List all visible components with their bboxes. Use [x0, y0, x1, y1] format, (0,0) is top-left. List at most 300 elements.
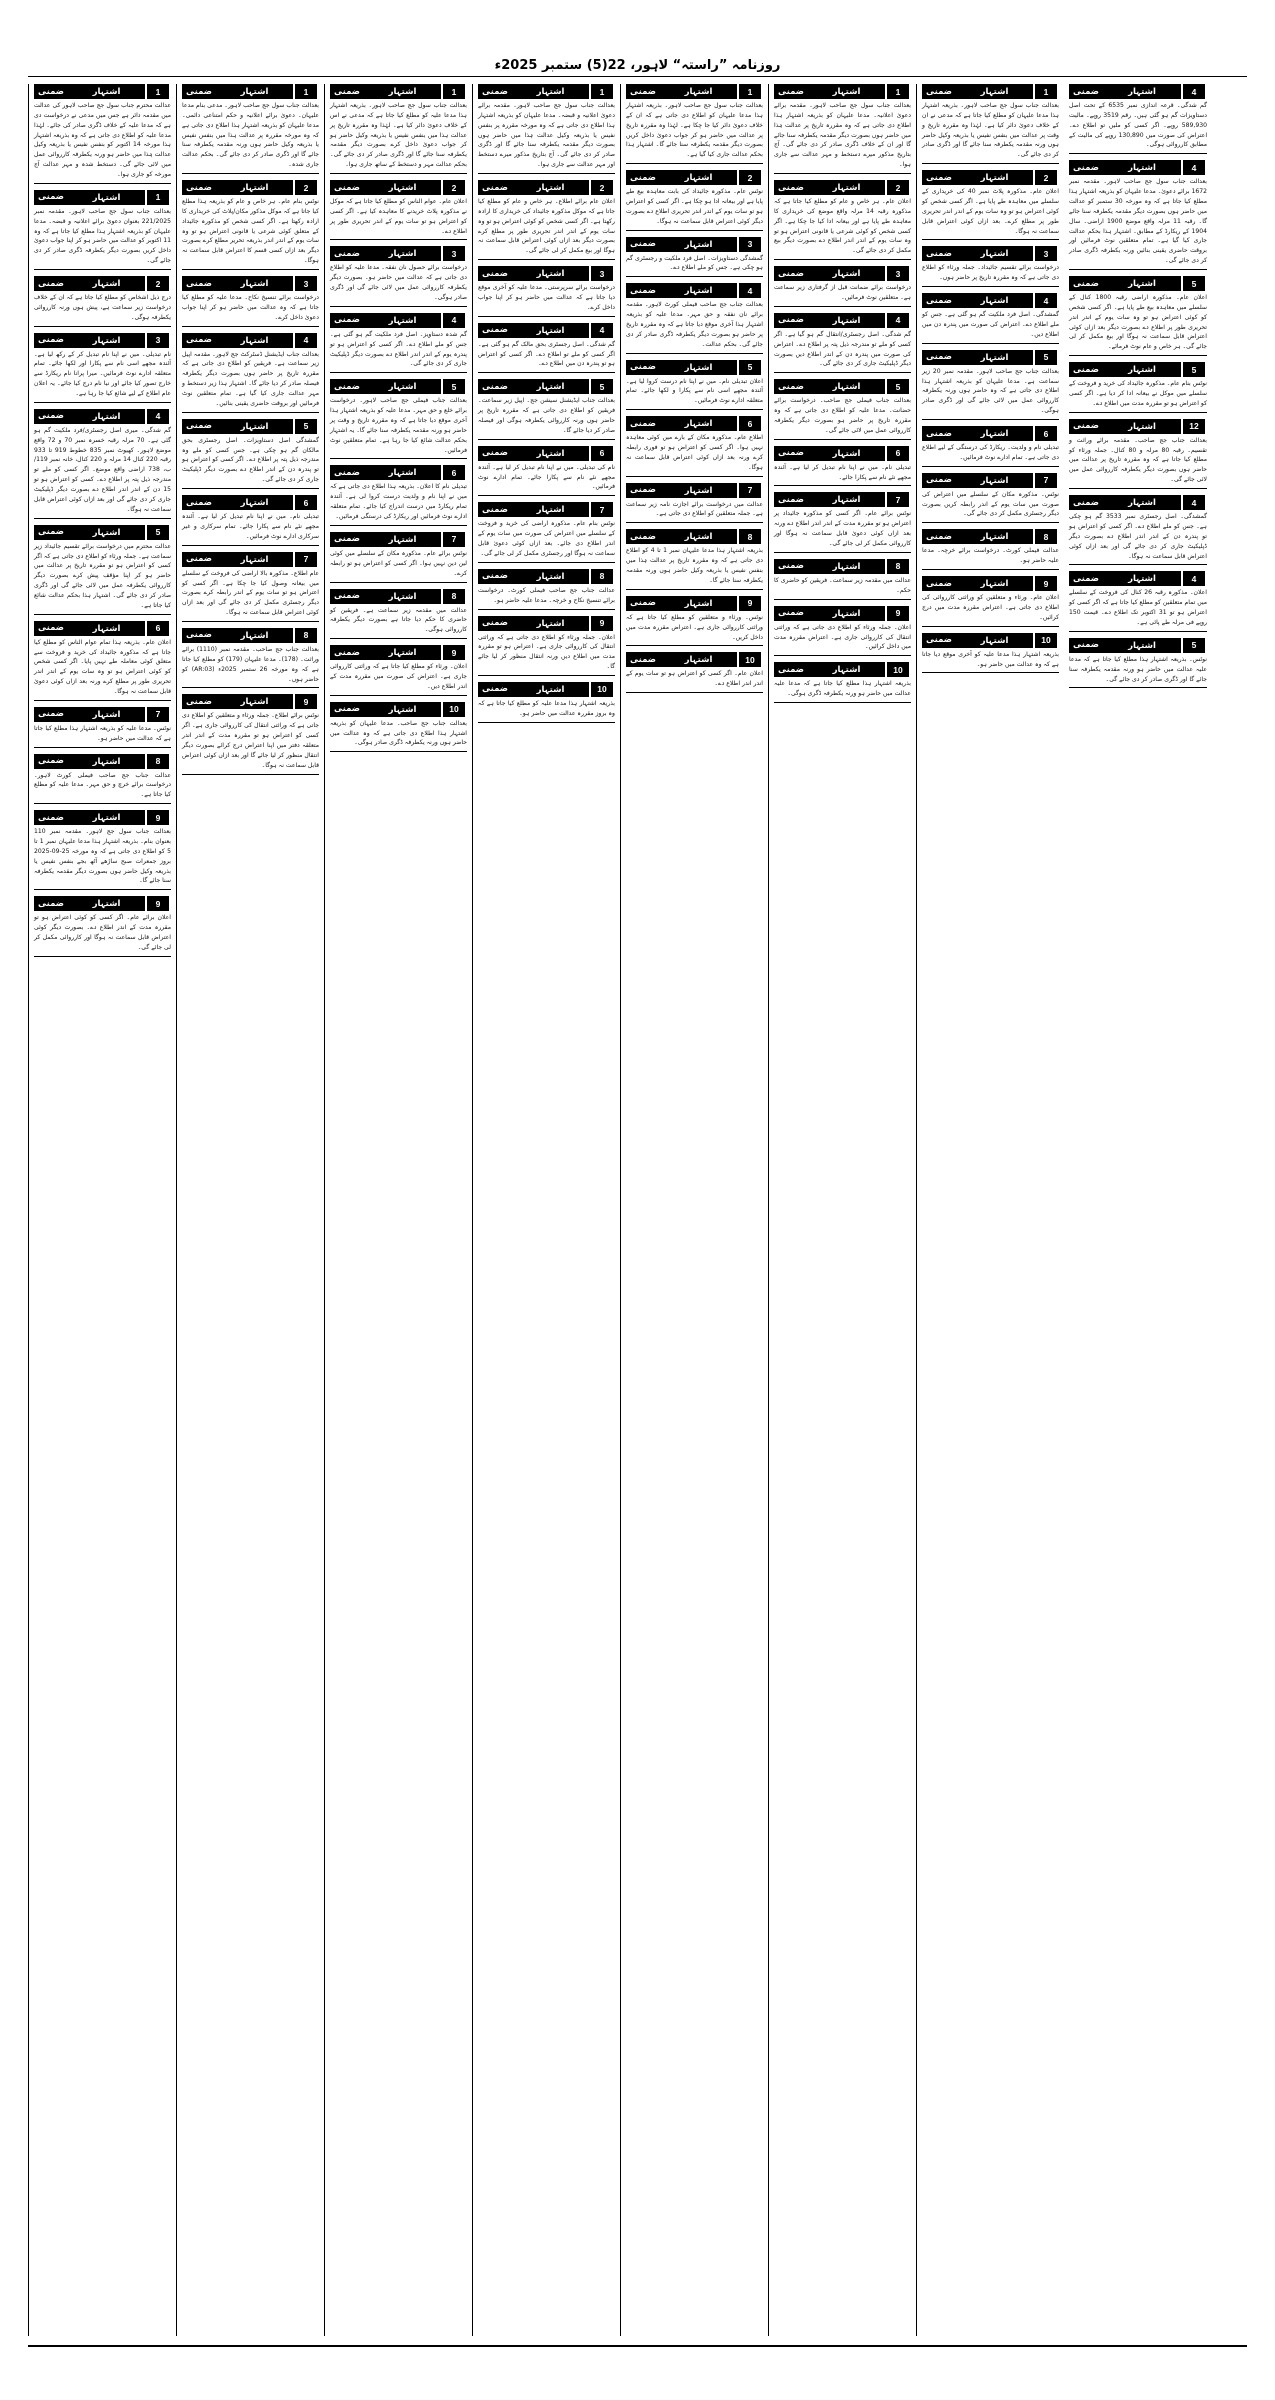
classified-notice[interactable]: [626, 237, 763, 278]
notice-header-bar: [626, 84, 763, 99]
notice-divider: [478, 259, 615, 260]
notice-body-text: بعدالت جناب سول جج صاحب لاہور۔ بذریعہ اشتہار ہذا مدعا علیہان کو اطلاع دی جاتی ہے کہ ان کے خلاف دعویٰ دائر کیا جا چکا ہے۔ لہٰذا وہ مقررہ تاریخ پر عدالت میں حاضر ہو کر جواب دعویٰ داخل کریں بصورت دیگر مقدمہ یکطرفہ سنا جائے گا۔ اشتہار ہذا بحکم عدالت جاری کیا گیا ہے۔: [626, 102, 763, 159]
notice-divider: [182, 412, 319, 413]
classified-notice[interactable]: [182, 333, 319, 413]
classified-notice[interactable]: [922, 350, 1059, 420]
notice-number: 10: [887, 662, 911, 677]
notice-number: 3: [443, 246, 467, 261]
notice-divider: [34, 889, 171, 890]
notice-number: 8: [739, 529, 763, 544]
notice-body-text: گمشدگی اصل دستاویزات۔ اصل رجسٹری بحق مالکان گم ہو چکی ہے۔ جس کسی کو ملے وہ مندرجہ ذیل پتہ پر اطلاع دے۔ اگر کسی کو اعتراض ہو تو پندرہ دن کے اندر اطلاع دے بصورت دیگر ڈپلیکیٹ جاری کر دی جائے گی۔: [182, 436, 319, 484]
notice-number: 7: [295, 552, 319, 567]
notice-body-text: عدالت فیملی کورٹ۔ درخواست برائے خرچہ۔ مدعا علیہ حاضر ہو۔: [922, 547, 1059, 565]
notice-header-bar: [330, 313, 467, 328]
notice-divider: [626, 522, 763, 523]
notice-type-label: اشتہار: [364, 532, 443, 547]
notice-category-label: ضمنی: [626, 360, 660, 375]
notice-type-label: اشتہار: [364, 84, 443, 99]
notice-body-text: درخواست برائے تنسیخ نکاح۔ مدعا علیہ کو مطلع کیا جاتا ہے کہ وہ عدالت میں حاضر ہو کر اپنا جواب دعویٰ داخل کرے۔: [182, 294, 319, 321]
notice-type-label: اشتہار: [68, 525, 147, 540]
notice-number: 9: [147, 810, 171, 825]
notice-body-text: تبدیلی نام کا اعلان۔ بذریعہ ہذا اطلاع دی جاتی ہے کہ میں نے اپنا نام و ولدیت درست کروا لی ہے۔ آئندہ تمام ریکارڈ میں درست اندراج کیا جائے۔ تمام متعلقہ ادارے نوٹ فرمائیں اور ریکارڈ کی درستگی فرمائیں۔: [330, 483, 467, 521]
classified-notice[interactable]: [330, 645, 467, 696]
classified-notice[interactable]: [922, 529, 1059, 570]
classified-notice[interactable]: [626, 170, 763, 230]
notice-body-text: بعدالت جناب سول جج لاہور۔ مقدمہ نمبر 110 بعنوان بنام۔ بذریعہ اشتہار ہذا مدعا علیہان نمبر 1 تا 5 کو اطلاع دی جاتی ہے کہ وہ مورخہ 25-09-2025 بروز جمعرات صبح ساڑھے آٹھ بجے بنفس نفیس یا بذریعہ وکیل حاضر ہوں بصورت دیگر مقدمہ یکطرفہ سنا جائے گا۔: [34, 828, 171, 885]
notice-header-bar: [922, 246, 1059, 261]
notice-number: 3: [295, 276, 319, 291]
notice-number: 2: [887, 180, 911, 195]
notice-type-label: اشتہار: [956, 633, 1035, 648]
notice-header-bar: [182, 552, 319, 567]
notice-body-text: گم شدگی۔ میری اصل رجسٹری/فرد ملکیت گم ہو گئی ہے۔ 70 مرلہ رقبہ خسرہ نمبر 70 و 72 واقع موضع لاہور۔ کھیوٹ نمبر 835 خطوط 919 تا 933 رقبہ 220 کنال 14 مرلہ و 220 کنال، خانہ نمبر 119/ب، 738 اراضی واقع موضع۔ اگر کسی کو ملے تو مندرجہ ذیل پتہ پر اطلاع دے۔ کسی کو اعتراض ہو تو 15 دن کے اندر اندر اطلاع دے بصورت دیگر ڈپلیکیٹ جاری کر دی جائے گی اور بعد ازاں کوئی اعتراض قابل سماعت نہ ہوگا۔: [34, 426, 172, 513]
classified-notice[interactable]: [626, 360, 763, 411]
notice-divider: [182, 774, 319, 775]
notice-header-bar: [330, 589, 467, 604]
notice-category-label: ضمنی: [922, 473, 956, 488]
classified-notice[interactable]: [478, 616, 615, 676]
notice-divider: [922, 626, 1059, 627]
notice-header-bar: [626, 652, 763, 667]
notice-header-bar: [478, 616, 615, 631]
classified-notice[interactable]: [34, 707, 171, 748]
classified-notice[interactable]: [182, 628, 319, 688]
notice-header-bar: [330, 246, 467, 261]
classified-notice[interactable]: [1069, 362, 1207, 413]
notice-category-label: ضمنی: [774, 662, 808, 677]
notice-type-label: اشتہار: [364, 702, 443, 717]
classified-notice[interactable]: [478, 446, 615, 497]
notice-header-bar: [34, 621, 171, 636]
notice-type-label: اشتہار: [216, 495, 295, 510]
classified-notice[interactable]: [34, 84, 171, 184]
notice-number: 8: [591, 569, 615, 584]
notice-body-text: اعلان۔ جملہ ورثاء کو اطلاع دی جاتی ہے کہ وراثتی انتقال کی کارروائی جاری ہے۔ اعتراض ہو تو مقررہ مدت میں اطلاع دیں ورنہ انتقال منظور کر لیا جائے گا۔: [478, 633, 615, 671]
classified-notice[interactable]: [626, 416, 763, 476]
notice-header-bar: [774, 446, 911, 461]
classified-notice[interactable]: [774, 492, 911, 552]
classified-notice[interactable]: [330, 379, 467, 459]
column-8: [1064, 84, 1212, 2336]
notice-divider: [774, 439, 911, 440]
notice-header-bar: [1069, 84, 1207, 99]
notice-header-bar: [922, 293, 1059, 308]
notice-type-label: اشتہار: [216, 180, 295, 195]
notice-header-bar: [34, 707, 171, 722]
notice-header-bar: [922, 633, 1059, 648]
classified-notice[interactable]: [182, 84, 319, 174]
notice-header-bar: [774, 606, 911, 621]
classified-notice[interactable]: [1069, 419, 1207, 489]
notice-body-text: اعلان تبدیلی نام۔ میں نے اپنا نام درست کروا لیا ہے۔ آئندہ مجھے اسی نام سے پکارا و لکھا جائے۔ تمام متعلقہ ادارے نوٹ فرمائیں۔: [626, 377, 763, 405]
notice-number: 1: [887, 84, 911, 99]
notice-header-bar: [774, 662, 911, 677]
notice-number: 1: [591, 84, 615, 99]
classified-notice[interactable]: [774, 662, 911, 703]
notice-type-label: اشتہار: [68, 896, 147, 911]
notice-category-label: ضمنی: [1069, 362, 1103, 377]
notice-divider: [774, 702, 911, 703]
notice-type-label: اشتہار: [216, 694, 295, 709]
notice-number: 2: [1035, 170, 1059, 185]
notice-header-bar: [182, 419, 319, 434]
notice-body-text: نوٹس عام۔ مذکورہ جائیداد کی بابت معاہدہ بیع طے پایا ہے اور بیعانہ ادا ہو چکا ہے۔ اگر کسی کو اعتراض ہو تو سات یوم کے اندر اندر تحریری اطلاع دے بصورت دیگر کوئی اعتراض قابل سماعت نہ ہوگا۔: [626, 188, 763, 225]
notice-type-label: اشتہار: [1103, 84, 1183, 99]
notice-type-label: اشتہار: [956, 170, 1035, 185]
classified-notice[interactable]: [922, 426, 1059, 467]
classified-notice[interactable]: [774, 180, 911, 260]
notice-body-text: بعدالت جناب سول جج صاحب لاہور۔ مقدمہ نمبر 1672 برائے دعویٰ۔ مدعا علیہان کو بذریعہ اشتہار ہذا مطلع کیا جاتا ہے کہ وہ مورخہ 30 ستمبر کو عدالت میں حاضر ہوں بصورت دیگر مقدمہ یکطرفہ سنا جائے گا۔ رقبہ 11 مرلہ واقع موضع 1900 اراضی۔ سال 1904 کے ریکارڈ کے مطابق۔ اشتہار ہذا بحکم عدالت جاری کیا گیا ہے۔ تمام متعلقین نوٹ فرمائیں اور بروقت حاضری یقینی بنائیں ورنہ یکطرفہ ڈگری صادر کر دی جائے گی۔: [1069, 178, 1207, 265]
notice-divider: [626, 353, 763, 354]
notice-body-text: بعدالت جناب سول جج صاحب لاہور۔ مدعی بنام مدعا علیہان۔ دعویٰ برائے اعلانیہ و حکم امتناعی دائمی۔ مدعا علیہان کو بذریعہ اشتہار ہذا اطلاع دی جاتی ہے کہ وہ مورخہ مقررہ پر عدالت ہذا میں بنفس نفیس یا بذریعہ وکیل حاضر ہوں ورنہ مقدمہ یکطرفہ سنا جائے گا اور ڈگری صادر کر دی جائے گی۔ بحکم عدالت جاری شدہ۔: [182, 102, 319, 169]
classified-notice[interactable]: [626, 84, 763, 164]
notice-body-text: گم شدہ دستاویز۔ اصل فرد ملکیت گم ہو گئی ہے۔ جس کو ملے اطلاع دے۔ اگر کسی کو اعتراض ہو تو پندرہ یوم کے اندر اندر اطلاع دے بصورت دیگر ڈپلیکیٹ جاری کر دی جائے گی۔: [330, 330, 467, 368]
notice-type-label: اشتہار: [660, 170, 739, 185]
notice-header-bar: [330, 180, 467, 195]
notice-number: 1: [147, 84, 171, 99]
notice-type-label: اشتہار: [660, 529, 739, 544]
notice-type-label: اشتہار: [512, 616, 591, 631]
notice-body-text: عدالت محترم میں درخواست برائے تقسیم جائیداد زیر سماعت ہے۔ جملہ ورثاء کو اطلاع دی جاتی ہے کہ اگر کسی کو اعتراض ہو تو مقررہ تاریخ پر عدالت میں حاضر ہو کر اپنا مؤقف پیش کرے بصورت دیگر کارروائی یکطرفہ عمل میں لائی جائے گی اور ڈگری صادر کر دی جائے گی۔ اشتہار ہذا بحکم عدالت شائع کیا جاتا ہے۔: [34, 542, 171, 609]
notice-body-text: بذریعہ اشتہار ہذا مطلع کیا جاتا ہے کہ مدعا علیہ عدالت میں حاضر ہو ورنہ یکطرفہ ڈگری ہوگی۔: [774, 680, 911, 698]
classified-notice[interactable]: [478, 323, 615, 374]
notice-divider: [478, 722, 615, 723]
notice-type-label: اشتہار: [68, 276, 147, 291]
classified-notice[interactable]: [34, 525, 171, 615]
notice-type-label: اشتہار: [512, 323, 591, 338]
notice-header-bar: [182, 495, 319, 510]
notice-header-bar: [330, 379, 467, 394]
notice-category-label: ضمنی: [182, 276, 216, 291]
classified-notice[interactable]: [1069, 495, 1207, 565]
notice-category-label: ضمنی: [182, 628, 216, 643]
classified-notice[interactable]: [922, 84, 1059, 164]
notice-header-bar: [182, 628, 319, 643]
notice-divider: [922, 343, 1059, 344]
notice-header-bar: [478, 379, 615, 394]
notice-type-label: اشتہار: [1103, 160, 1183, 175]
masthead: روزنامہ ”راستہ“ لاہور، 22(5) ستمبر 2025ء: [494, 58, 781, 73]
classified-notice[interactable]: [478, 682, 615, 723]
notice-header-bar: [922, 473, 1059, 488]
notice-divider: [922, 672, 1059, 673]
notice-divider: [330, 582, 467, 583]
notice-divider: [330, 372, 467, 373]
notice-header-bar: [478, 266, 615, 281]
notice-number: 4: [1183, 160, 1207, 175]
notice-body-text: بعدالت جناب ایڈیشنل ڈسٹرکٹ جج لاہور۔ مقدمہ اپیل زیر سماعت ہے۔ فریقین کو اطلاع دی جاتی ہے کہ مقررہ تاریخ پر حاضر ہوں بصورت دیگر یکطرفہ فیصلہ صادر کر دیا جائے گا۔ اشتہار ہذا زیر دستخط و مہر عدالت جاری کیا گیا ہے۔ تمام متعلقین نوٹ فرمائیں اور بروقت حاضری یقینی بنائیں۔: [182, 350, 319, 407]
notice-category-label: ضمنی: [774, 492, 808, 507]
notice-number: 9: [591, 616, 615, 631]
classified-notice[interactable]: [330, 589, 467, 640]
classified-notice[interactable]: [182, 276, 319, 327]
classified-notice[interactable]: [478, 502, 615, 562]
notice-category-label: ضمنی: [774, 606, 808, 621]
classified-notice[interactable]: [922, 293, 1059, 344]
classified-notice[interactable]: [626, 652, 763, 693]
classified-notice[interactable]: [330, 246, 467, 306]
notice-body-text: تبدیلی نام و ولدیت۔ ریکارڈ کی درستگی کے لیے اطلاع دی جاتی ہے۔ تمام ادارے نوٹ فرمائیں۔: [922, 444, 1059, 461]
notice-header-bar: [1069, 362, 1207, 377]
notice-body-text: بعدالت جناب سول جج صاحب لاہور۔ مقدمہ برائے دعویٰ اعلانیہ و قبضہ۔ مدعا علیہان کو بذریعہ اشتہار ہذا اطلاع دی جاتی ہے کہ وہ مورخہ مقررہ پر بنفس نفیس یا بذریعہ وکیل عدالت ہٰذا میں حاضر ہوں بصورت دیگر مقدمہ یکطرفہ سنا جائے گا اور ڈگری صادر کر دی جائے گی۔ آج بتاریخ مذکور میرے دستخط اور مہر عدالت سے جاری ہوا۔: [478, 102, 615, 169]
notice-type-label: اشتہار: [660, 283, 739, 298]
notice-category-label: ضمنی: [774, 379, 808, 394]
notice-body-text: بعدالت جناب جج صاحب۔ مقدمہ نمبر (1110) برائے وراثت۔ (178)۔ مدعا علیہان (179) کو مطلع کیا جاتا ہے کہ وہ مورخہ 26 ستمبر 2025ء (AR:03) کو حاضر ہوں۔: [182, 645, 319, 683]
classified-notice[interactable]: [922, 246, 1059, 287]
notice-number: 5: [887, 379, 911, 394]
notice-divider: [478, 562, 615, 563]
notice-header-bar: [330, 645, 467, 660]
notice-type-label: اشتہار: [68, 84, 147, 99]
notice-type-label: اشتہار: [956, 426, 1035, 441]
column-2: [176, 84, 324, 2336]
classified-notice[interactable]: [1069, 84, 1207, 154]
notice-body-text: بذریعہ اشتہار ہذا مدعا علیہ کو آخری موقع دیا جاتا ہے کہ وہ عدالت میں حاضر ہو۔: [922, 650, 1059, 668]
notice-divider: [330, 525, 467, 526]
classified-notice[interactable]: [774, 379, 911, 439]
notice-body-text: بعدالت جناب فیملی جج صاحب لاہور۔ درخواست برائے خلع و حق مہر۔ مدعا علیہ کو بذریعہ اشتہار ہذا آخری موقع دیا جاتا ہے کہ وہ مقررہ تاریخ و وقت پر حاضر ہو ورنہ مقدمہ یکطرفہ سنا جائے گا۔ یہ اشتہار بحکم عدالت شائع کیا جا رہا ہے۔ تمام متعلقین نوٹ فرمائیں۔: [330, 397, 467, 454]
classified-notice[interactable]: [774, 313, 911, 373]
notice-header-bar: [922, 576, 1059, 591]
notice-category-label: ضمنی: [626, 84, 660, 99]
notice-type-label: اشتہار: [808, 313, 887, 328]
classified-notice[interactable]: [626, 483, 763, 524]
notice-body-text: اعلان۔ مذکورہ رقبہ 26 کنال کی فروخت کے سلسلے میں تمام متعلقین کو مطلع کیا جاتا ہے کہ اگر کسی کو اعتراض ہو تو 31 اکتوبر تک اطلاع دے۔ قیمت 150 روپے فی مرلہ طے پائی ہے۔: [1069, 589, 1208, 626]
notice-header-bar: [330, 84, 467, 99]
notice-category-label: ضمنی: [626, 416, 660, 431]
notice-body-text: گم شدگی۔ قرعہ اندازی نمبر 6535 کے تحت اصل دستاویزات گم ہو گئی ہیں۔ رقم 3519 روپے۔ مالیت 589,930 روپے۔ اگر کسی کو ملیں تو اطلاع دے۔ اعتراض کی صورت میں 130,890 روپے کی مالیت کے مطابق کارروائی ہوگی۔: [1069, 102, 1208, 149]
notice-body-text: اعلان عام۔ مذکورہ اراضی رقبہ 1800 کنال کے سلسلے میں معاہدہ بیع طے پایا ہے۔ اگر کسی شخص کو کوئی اعتراض ہو تو وہ سات یوم کے اندر اندر تحریری طور پر اطلاع دے بصورت دیگر بعد ازاں کوئی اعتراض قابل سماعت نہ ہوگا اور بیع مکمل کر لی جائے گی۔ ہر خاص و عام نوٹ فرمائے۔: [1069, 294, 1207, 351]
notice-number: 9: [887, 606, 911, 621]
notice-category-label: ضمنی: [330, 246, 364, 261]
notice-header-bar: [774, 492, 911, 507]
classified-notice[interactable]: [330, 84, 467, 174]
notice-category-label: ضمنی: [34, 707, 68, 722]
classified-notice[interactable]: [626, 529, 763, 589]
classified-notice[interactable]: [922, 576, 1059, 627]
notice-category-label: ضمنی: [34, 754, 68, 769]
notice-category-label: ضمنی: [922, 426, 956, 441]
classified-notice[interactable]: [774, 559, 911, 600]
classified-notice[interactable]: [182, 694, 319, 774]
notice-header-bar: [1069, 276, 1207, 291]
notice-header-bar: [182, 694, 319, 709]
notice-category-label: ضمنی: [330, 589, 364, 604]
notice-body-text: نوٹس بنام عام۔ ہر خاص و عام کو بذریعہ ہذا مطلع کیا جاتا ہے کہ موکل مذکور مکان/پلاٹ کی خریداری کا ارادہ رکھتا ہے۔ اگر کسی شخص کو مذکورہ جائیداد کے متعلق کوئی شرعی یا قانونی اعتراض ہو تو وہ سات یوم کے اندر اندر بذریعہ تحریر مطلع کرے بصورت دیگر بعد ازاں کسی قسم کا اعتراض قابل سماعت نہ ہوگا۔: [182, 198, 319, 265]
notice-header-bar: [182, 180, 319, 195]
notice-type-label: اشتہار: [1103, 571, 1183, 586]
notice-body-text: درخواست برائے تقسیم جائیداد۔ جملہ ورثاء کو اطلاع دی جاتی ہے کہ وہ مقررہ تاریخ پر حاضر ہوں۔: [922, 264, 1059, 282]
classified-notice[interactable]: [922, 633, 1059, 674]
notice-category-label: ضمنی: [182, 180, 216, 195]
notice-type-label: اشتہار: [512, 569, 591, 584]
notice-body-text: نوٹس بنام عام۔ مذکورہ جائیداد کی خرید و فروخت کے سلسلے میں موکل نے بیعانہ ادا کر دیا ہے۔ اگر کسی کو اعتراض ہو تو مقررہ مدت میں اطلاع دے۔: [1069, 380, 1207, 407]
notice-divider: [330, 638, 467, 639]
classified-notice[interactable]: [34, 276, 171, 327]
classified-notice[interactable]: [34, 754, 171, 805]
notice-divider: [182, 326, 319, 327]
classified-notice[interactable]: [774, 84, 911, 174]
notice-divider: [478, 495, 615, 496]
notice-body-text: بعدالت جناب جج صاحب فیملی کورٹ لاہور۔ مقدمہ برائے نان نفقہ و حق مہر۔ مدعا علیہ کو بذریعہ اشتہار ہذا آخری موقع دیا جاتا ہے کہ وہ مقررہ تاریخ پر حاضر ہو بصورت دیگر یکطرفہ ڈگری صادر کر دی جائے گی۔ بحکم عدالت۔: [626, 301, 763, 348]
notice-type-label: اشتہار: [216, 552, 295, 567]
notice-header-bar: [478, 84, 615, 99]
notice-type-label: اشتہار: [1103, 638, 1183, 653]
notice-header-bar: [34, 333, 171, 348]
notice-divider: [922, 419, 1059, 420]
notice-number: 5: [147, 525, 171, 540]
notice-body-text: بذریعہ اشتہار ہذا مدعا علیہان نمبر 1 تا 4 کو اطلاع دی جاتی ہے کہ وہ مقررہ تاریخ پر عدالت ہٰذا میں بنفس نفیس یا بذریعہ وکیل حاضر ہوں ورنہ مقدمہ یکطرفہ سنا جائے گا۔: [626, 547, 763, 584]
notice-number: 6: [739, 416, 763, 431]
notice-divider: [34, 956, 171, 957]
classified-notice[interactable]: [330, 180, 467, 240]
notice-category-label: ضمنی: [922, 633, 956, 648]
notice-number: 3: [591, 266, 615, 281]
classified-notice[interactable]: [330, 532, 467, 583]
notice-body-text: نوٹس برائے اطلاع۔ جملہ ورثاء و متعلقین کو اطلاع دی جاتی ہے کہ وراثتی انتقال کی کارروائی جاری ہے۔ اگر کسی کو اعتراض ہو تو مقررہ مدت کے اندر اندر متعلقہ دفتر میں اپنا اعتراض درج کرائے بصورت دیگر انتقال منظور کر لیا جائے گا اور بعد ازاں کوئی اعتراض قابل سماعت نہ ہوگا۔: [182, 712, 319, 769]
notice-number: 6: [147, 621, 171, 636]
notice-divider: [478, 675, 615, 676]
notice-header-bar: [330, 465, 467, 480]
notice-type-label: اشتہار: [68, 621, 147, 636]
classified-notice[interactable]: [922, 473, 1059, 524]
notice-category-label: ضمنی: [478, 446, 512, 461]
notice-type-label: اشتہار: [660, 416, 739, 431]
classified-notice[interactable]: [1069, 276, 1207, 356]
classified-notice[interactable]: [34, 333, 171, 403]
notice-category-label: ضمنی: [34, 621, 68, 636]
notice-number: 4: [147, 409, 171, 424]
classified-notice[interactable]: [774, 606, 911, 657]
notice-category-label: ضمنی: [1069, 84, 1103, 99]
notice-divider: [34, 614, 171, 615]
notice-body-text: عدالت میں مقدمہ زیر سماعت۔ فریقین کو حاضری کا حکم۔: [774, 576, 911, 594]
classified-notice[interactable]: [330, 313, 467, 373]
notice-header-bar: [330, 532, 467, 547]
notice-category-label: ضمنی: [182, 694, 216, 709]
notice-header-bar: [34, 754, 171, 769]
notice-type-label: اشتہار: [364, 313, 443, 328]
classified-notice[interactable]: [1069, 160, 1207, 270]
notice-type-label: اشتہار: [68, 190, 147, 205]
notice-category-label: ضمنی: [34, 896, 68, 911]
notice-header-bar: [34, 409, 171, 424]
notice-type-label: اشتہار: [660, 483, 739, 498]
notice-type-label: اشتہار: [512, 180, 591, 195]
classified-notice[interactable]: [626, 596, 763, 647]
notice-category-label: ضمنی: [182, 84, 216, 99]
notice-category-label: ضمنی: [330, 645, 364, 660]
notice-divider: [922, 522, 1059, 523]
notice-category-label: ضمنی: [1069, 638, 1103, 653]
classified-notice[interactable]: [34, 810, 171, 890]
classified-notice[interactable]: [34, 896, 171, 956]
classified-notice[interactable]: [34, 190, 171, 270]
classified-notice[interactable]: [182, 495, 319, 546]
notice-category-label: ضمنی: [34, 409, 68, 424]
notice-type-label: اشتہار: [808, 559, 887, 574]
notice-category-label: ضمنی: [774, 313, 808, 328]
classified-notice[interactable]: [34, 409, 171, 519]
notice-header-bar: [626, 170, 763, 185]
notice-header-bar: [626, 283, 763, 298]
classified-notice[interactable]: [1069, 571, 1207, 631]
notice-number: 1: [1035, 84, 1059, 99]
notice-category-label: ضمنی: [34, 333, 68, 348]
notice-number: 8: [147, 754, 171, 769]
notice-header-bar: [478, 323, 615, 338]
notice-divider: [330, 458, 467, 459]
classified-notice[interactable]: [478, 84, 615, 174]
notice-divider: [34, 269, 171, 270]
notice-body-text: درخواست برائے ضمانت قبل از گرفتاری زیر سماعت ہے۔ متعلقین نوٹ فرمائیں۔: [774, 284, 911, 302]
notice-body-text: بذریعہ اشتہار ہذا مدعا علیہ کو مطلع کیا جاتا ہے کہ وہ بروز مقررہ عدالت میں حاضر ہو۔: [478, 699, 615, 717]
notice-header-bar: [478, 502, 615, 517]
notice-number: 2: [739, 170, 763, 185]
classified-notice[interactable]: [330, 702, 467, 753]
classified-notice[interactable]: [626, 283, 763, 353]
notice-header-bar: [1069, 419, 1207, 434]
classified-notice[interactable]: [1069, 638, 1207, 689]
notice-type-label: اشتہار: [68, 409, 147, 424]
notice-type-label: اشتہار: [660, 652, 739, 667]
classified-notice[interactable]: [182, 552, 319, 622]
notice-divider: [34, 747, 171, 748]
classified-notice[interactable]: [478, 266, 615, 317]
notice-number: 8: [887, 559, 911, 574]
notice-divider: [922, 163, 1059, 164]
notice-divider: [774, 306, 911, 307]
notice-divider: [626, 645, 763, 646]
notice-header-bar: [1069, 160, 1207, 175]
notice-body-text: اعلان عام۔ بذریعہ ہذا تمام عوام الناس کو مطلع کیا جاتا ہے کہ مذکورہ جائیداد کی خرید و فروخت سے متعلق کوئی معاملہ طے نہیں پایا۔ اگر کسی شخص کو کوئی اعتراض ہو تو وہ سات یوم کے اندر اندر تحریری طور پر مطلع کرے ورنہ بعد ازاں کوئی دعویٰ قابل سماعت نہ ہوگا۔: [34, 638, 171, 695]
classified-notice[interactable]: [478, 569, 615, 610]
classified-columns: [28, 84, 1247, 2336]
notice-category-label: ضمنی: [330, 702, 364, 717]
notice-type-label: اشتہار: [956, 246, 1035, 261]
notice-type-label: اشتہار: [1103, 419, 1183, 434]
notice-category-label: ضمنی: [922, 576, 956, 591]
notice-divider: [1069, 564, 1207, 565]
notice-number: 5: [443, 379, 467, 394]
classified-notice[interactable]: [478, 180, 615, 260]
notice-body-text: اطلاع عام۔ مذکورہ مکان کے بارے میں کوئی معاہدہ نہیں ہوا۔ اگر کسی کو اعتراض ہو تو فوری رابطہ کرے ورنہ بعد ازاں کوئی اعتراض قابل سماعت نہ ہوگا۔: [626, 434, 763, 471]
classified-notice[interactable]: [774, 266, 911, 307]
notice-number: 9: [147, 896, 171, 911]
classified-notice[interactable]: [34, 621, 171, 701]
notice-number: 6: [443, 465, 467, 480]
classified-notice[interactable]: [478, 379, 615, 439]
notice-number: 1: [147, 190, 171, 205]
notice-number: 2: [591, 180, 615, 195]
classified-notice[interactable]: [330, 465, 467, 525]
notice-header-bar: [626, 596, 763, 611]
classified-notice[interactable]: [182, 419, 319, 489]
notice-number: 9: [443, 645, 467, 660]
notice-divider: [774, 599, 911, 600]
notice-header-bar: [922, 170, 1059, 185]
classified-notice[interactable]: [922, 170, 1059, 240]
notice-number: 2: [295, 180, 319, 195]
classified-notice[interactable]: [182, 180, 319, 270]
notice-category-label: ضمنی: [922, 246, 956, 261]
notice-category-label: ضمنی: [1069, 419, 1103, 434]
notice-divider: [34, 803, 171, 804]
notice-category-label: ضمنی: [626, 529, 660, 544]
notice-header-bar: [478, 446, 615, 461]
notice-category-label: ضمنی: [1069, 276, 1103, 291]
classified-notice[interactable]: [774, 446, 911, 487]
